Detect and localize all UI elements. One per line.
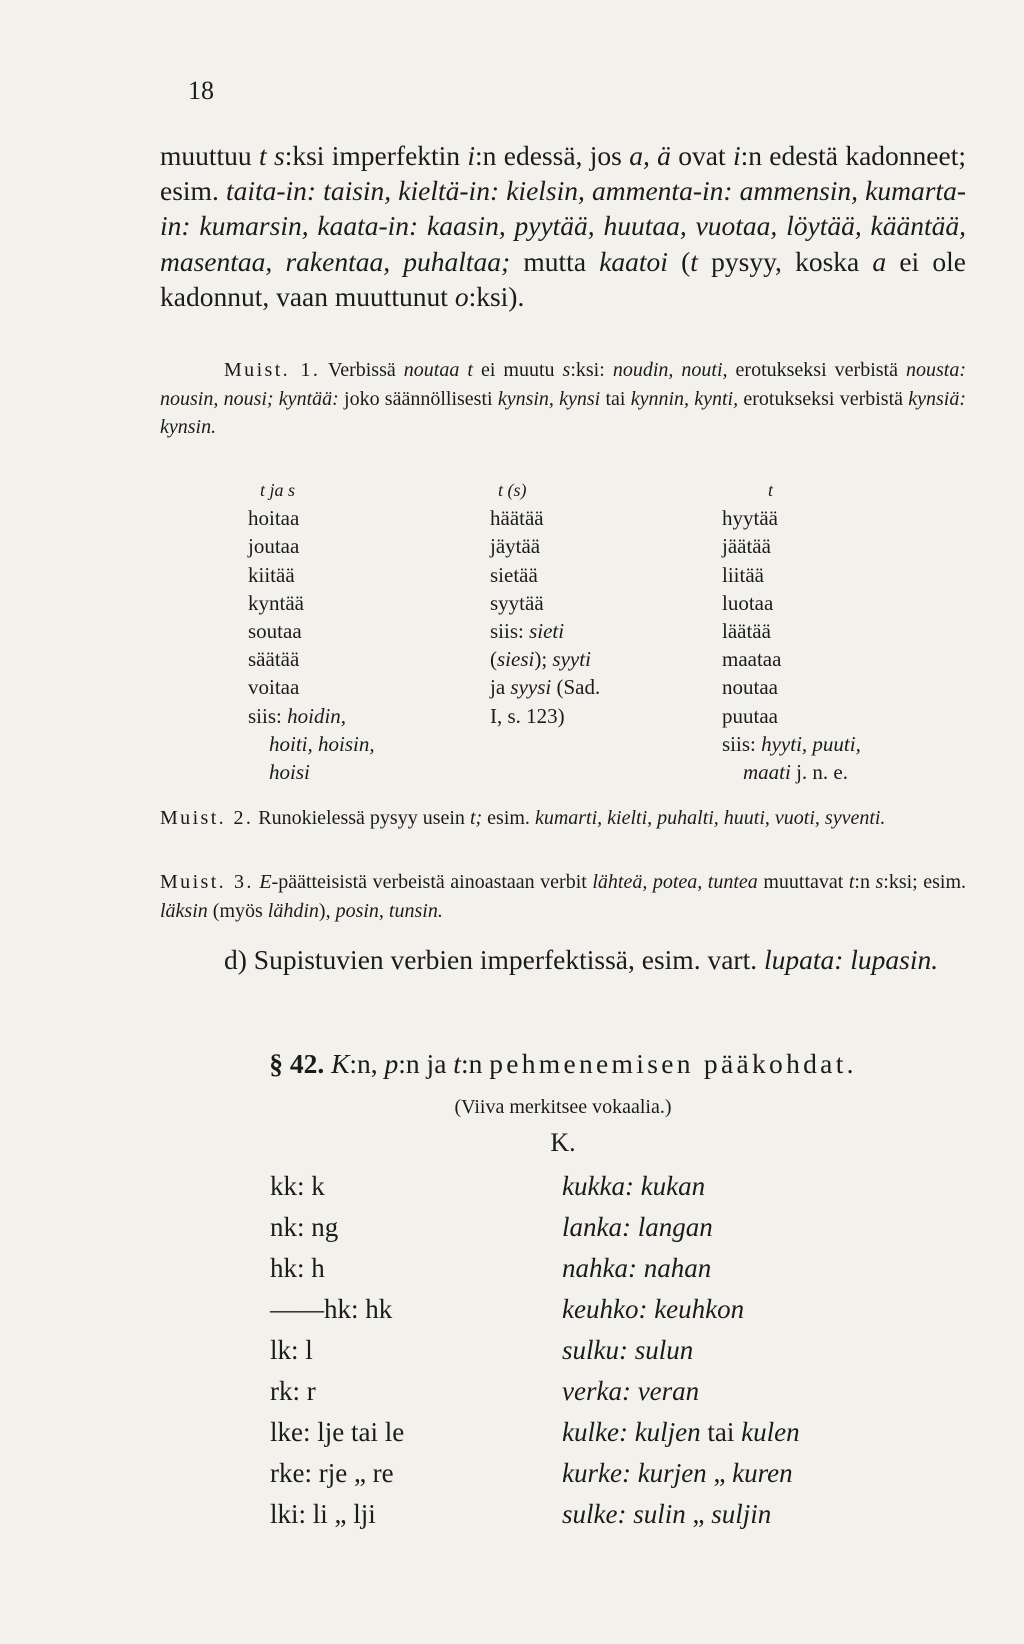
text-run: (myös	[207, 899, 268, 922]
text-run: soutaa	[248, 619, 302, 644]
verb-entry	[248, 758, 375, 786]
text-run: noudin, nouti,	[612, 359, 728, 381]
column-heading	[768, 476, 861, 504]
text-run: häätää	[490, 506, 544, 531]
verb-entry	[490, 645, 600, 673]
text-run: kuren	[732, 1458, 793, 1488]
text-run: lähdin	[267, 899, 319, 922]
text-run: säätää	[248, 647, 300, 672]
text-run: t	[768, 480, 774, 500]
verb-entry	[490, 504, 600, 532]
verb-entry	[722, 504, 861, 532]
text-run	[267, 140, 274, 171]
text-run: lanka: langan	[562, 1212, 713, 1242]
text-run: (	[490, 647, 497, 672]
verb-entry	[248, 504, 375, 532]
text-run: s	[562, 359, 571, 381]
text-run	[248, 732, 269, 756]
text-run: kulke: kuljen	[562, 1417, 701, 1447]
text-run: lupata: lupasin.	[763, 944, 939, 975]
k-example	[562, 1412, 800, 1453]
text-run: siis:	[248, 703, 288, 728]
text-run: :n	[460, 1048, 490, 1079]
text-run: sietää	[490, 562, 538, 587]
text-run: );	[534, 647, 553, 672]
text-run: kurke: kurjen	[562, 1458, 707, 1488]
text-run: kulen	[741, 1417, 800, 1447]
text-run	[248, 760, 269, 784]
text-run: nousta: nousin, nousi; kyntää:	[160, 359, 967, 410]
text-run: :ksi:	[570, 359, 613, 381]
text-run: :ksi; esim.	[883, 871, 967, 893]
text-run: syysi	[510, 675, 552, 700]
text-run: hyytää	[722, 506, 778, 531]
verb-entry	[490, 617, 600, 645]
text-run: § 42.	[269, 1048, 325, 1079]
k-example	[562, 1494, 771, 1535]
verb-entry	[248, 589, 375, 617]
text-run: i	[732, 140, 741, 171]
column-heading	[498, 476, 600, 504]
text-run: Muist. 2.	[160, 807, 254, 829]
text-run: suljin	[711, 1499, 772, 1529]
text-run: ei ole kadonnut, vaan muuttunut	[160, 245, 966, 312]
text-run: t	[259, 140, 267, 171]
text-run: (Sad.	[551, 675, 601, 700]
text-run: p	[384, 1048, 399, 1079]
text-run: läätää	[722, 619, 771, 644]
text-run: erotukseksi verbistä	[727, 359, 907, 381]
k-example	[562, 1289, 744, 1330]
verb-entry	[722, 673, 861, 701]
column-entries	[722, 504, 861, 786]
text-run: kyntää	[248, 590, 304, 615]
k-rule: rk: r	[270, 1376, 316, 1406]
verb-entry	[248, 561, 375, 589]
text-run: voitaa	[248, 675, 300, 700]
verb-entry	[490, 561, 600, 589]
k-rule: lki: li „ lji	[270, 1499, 376, 1529]
k-rule: lk: l	[270, 1335, 313, 1365]
text-run: :ksi imperfektin	[284, 140, 468, 171]
text-run: a, ä	[629, 140, 671, 171]
k-example	[562, 1453, 793, 1494]
text-run: esim.	[482, 807, 535, 829]
text-run: erotukseksi verbistä	[738, 387, 909, 410]
text-run: (	[667, 245, 691, 277]
verb-entry	[722, 617, 861, 645]
verb-entry	[490, 673, 600, 701]
text-run: t	[260, 480, 266, 500]
text-run: t	[690, 245, 698, 277]
text-run: syyti	[552, 647, 591, 672]
text-run: siesi	[497, 647, 535, 672]
text-run: K	[331, 1048, 350, 1079]
text-run: joko säännöllisesti	[338, 387, 498, 410]
text-run: kynnin, kynti,	[630, 387, 739, 410]
k-heading: K.	[550, 1128, 576, 1157]
text-run: Muist. 3.	[160, 871, 254, 893]
text-run: hoisi	[269, 760, 310, 785]
verb-entry	[722, 532, 861, 560]
text-run: noutaa	[722, 675, 778, 700]
text-run: ovat	[670, 140, 733, 171]
verb-entry	[722, 645, 861, 673]
text-run: o	[454, 280, 469, 312]
k-rule: nk: ng	[270, 1212, 339, 1242]
k-rule: ——hk: hk	[270, 1294, 393, 1324]
text-run: muuttuu	[160, 140, 260, 171]
k-example	[562, 1166, 705, 1207]
k-rule: lke: lje tai le	[270, 1417, 405, 1447]
text-run: luotaa	[722, 590, 774, 615]
text-run: ),	[318, 899, 336, 922]
verb-entry	[248, 673, 375, 701]
text-run: kukka: kukan	[562, 1171, 706, 1201]
text-run: ja	[265, 480, 289, 500]
verb-entry	[490, 589, 600, 617]
text-run: kiitää	[248, 562, 295, 587]
viiva-note: (Viiva merkitsee vokaalia.)	[454, 1096, 672, 1118]
note-muist-3	[160, 868, 966, 925]
text-run: i	[467, 140, 476, 171]
text-run: :n ja	[398, 1048, 454, 1079]
text-run: s	[274, 140, 285, 171]
text-run: t	[453, 1048, 461, 1079]
verb-entry	[722, 702, 861, 730]
text-run: hoiti, hoisin,	[269, 731, 375, 756]
k-example	[562, 1207, 713, 1248]
verb-entry	[722, 561, 861, 589]
text-run: pysyy, koska	[697, 245, 873, 277]
text-run	[722, 760, 743, 784]
text-run: sulku: sulun	[562, 1335, 694, 1365]
text-run: s	[288, 480, 296, 500]
text-run: pehmenemisen pääkohdat.	[489, 1048, 857, 1079]
text-run: :n edessä, jos	[475, 140, 630, 171]
text-run: :ksi).	[468, 280, 525, 312]
text-run: I, s. 123)	[490, 703, 565, 728]
section-heading	[160, 1048, 966, 1080]
text-run: muuttavat	[757, 871, 849, 893]
text-run: sieti	[529, 619, 565, 644]
k-example	[562, 1371, 699, 1412]
text-run: verka: veran	[562, 1376, 700, 1406]
verb-entry	[248, 645, 375, 673]
text-run: keuhko: keuhkon	[562, 1294, 745, 1324]
text-run: puutaa	[722, 703, 778, 728]
text-run: sulke: sulin	[562, 1499, 686, 1529]
text-run: lähteä, potea, tuntea	[592, 871, 758, 893]
text-run: hoitaa	[248, 506, 300, 531]
text-run: Runokielessä pysyy usein	[253, 807, 470, 829]
text-run: läksin	[160, 899, 208, 922]
text-run: kynsin, kynsi	[497, 387, 601, 410]
text-run: kaatoi	[599, 245, 668, 277]
column-t	[722, 476, 861, 786]
text-run: Verbissä	[320, 359, 404, 381]
text-run: s	[513, 480, 521, 500]
text-run: „	[685, 1499, 712, 1529]
text-run: liitää	[722, 562, 764, 587]
text-run: jäytää	[490, 534, 541, 559]
verb-entry	[248, 730, 375, 758]
text-run: syytää	[490, 590, 544, 615]
note-muist-1	[160, 356, 966, 442]
intro-paragraph	[160, 138, 966, 314]
verb-entry	[248, 617, 375, 645]
column-entries	[490, 504, 600, 730]
column-entries	[248, 504, 375, 786]
text-run: maati	[743, 760, 791, 785]
text-run: siis:	[490, 619, 530, 644]
verb-entry	[722, 589, 861, 617]
text-run: „	[706, 1458, 733, 1488]
note-muist-2	[160, 804, 966, 833]
text-run: (	[503, 480, 514, 500]
text-run: ja	[490, 675, 511, 700]
verb-entry	[248, 702, 375, 730]
column-t-ja-s	[248, 476, 375, 786]
k-rule: rke: rje „ re	[270, 1458, 394, 1488]
text-run: joutaa	[248, 534, 300, 559]
text-run: -päätteisistä verbeistä ainoastaan verbit	[271, 871, 593, 893]
text-run: t	[498, 480, 504, 500]
text-run: nahka: nahan	[562, 1253, 712, 1283]
text-run: hyyti, puuti,	[761, 731, 861, 756]
text-run: siis:	[722, 731, 762, 756]
column-t-s	[490, 476, 600, 730]
text-run: hoidin,	[287, 703, 347, 728]
verb-entry	[490, 532, 600, 560]
page-number: 18	[188, 76, 214, 105]
text-run: :n,	[349, 1048, 385, 1079]
verb-entry	[248, 532, 375, 560]
verb-columns	[248, 476, 908, 785]
paragraph-d	[160, 942, 966, 977]
text-run: )	[520, 480, 527, 500]
verb-entry	[722, 730, 861, 758]
text-run: j. n. e.	[790, 760, 848, 785]
text-run: d) Supistuvien verbien imperfektissä, esim. vart.	[224, 944, 764, 975]
k-rule: kk: k	[270, 1171, 325, 1201]
text-run: noutaa t	[403, 359, 473, 381]
column-heading	[260, 476, 375, 504]
text-run: tai	[700, 1417, 742, 1447]
text-run: ei muutu	[472, 359, 563, 381]
text-run: mutta	[510, 245, 600, 277]
text-run: maataa	[722, 647, 782, 672]
text-run: posin, tunsin.	[335, 899, 443, 922]
text-run: a	[872, 245, 887, 277]
text-run: :n	[854, 871, 876, 893]
text-run: Muist. 1.	[224, 359, 321, 381]
text-run: kynsiä: kynsin.	[160, 387, 966, 438]
text-run: :n edestä kadonneet; esim.	[160, 140, 967, 207]
text-run: s	[875, 871, 884, 893]
text-run: E	[259, 871, 272, 893]
verb-entry	[490, 702, 600, 730]
k-example	[562, 1248, 711, 1289]
text-run: t	[848, 871, 855, 893]
text-run: jäätää	[722, 534, 771, 559]
text-run: taita-in: taisin, kieltä-in: kielsin, ammenta-in: ammensin, kumarta-in: kumarsin, kaata-in: kaasin, pyytää, huutaa, vuotaa, löytää, kääntää, masentaa, rakentaa, puhaltaa;	[160, 175, 966, 277]
text-run: kumarti, kielti, puhalti, huuti, vuoti, syventi.	[534, 807, 886, 829]
text-run: t;	[469, 807, 483, 829]
k-rule: hk: h	[270, 1253, 325, 1283]
verb-entry	[722, 758, 861, 786]
k-example	[562, 1330, 693, 1371]
text-run: tai	[600, 387, 631, 410]
